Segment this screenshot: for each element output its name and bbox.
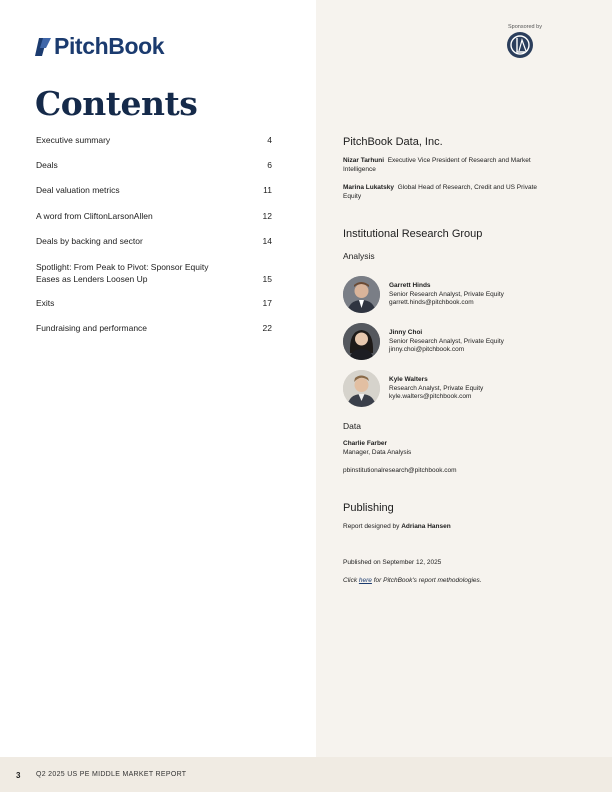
leader-entry bbox=[343, 184, 538, 201]
toc-item-label: Executive summary bbox=[36, 135, 111, 145]
cla-logo-icon bbox=[507, 32, 533, 58]
toc-item-label: A word from CliftonLarsonAllen bbox=[36, 211, 153, 221]
toc-item-page: 22 bbox=[262, 323, 272, 333]
toc-item-page: 6 bbox=[267, 160, 272, 170]
data-person bbox=[343, 440, 543, 457]
pitchbook-logo-icon bbox=[33, 36, 51, 58]
analyst-title: Senior Research Analyst, Private Equity bbox=[389, 290, 504, 298]
leader-name: Marina Lukatsky bbox=[343, 184, 394, 191]
analyst-entry bbox=[389, 376, 483, 402]
data-email[interactable]: pbinstitutionalresearch@pitchbook.com bbox=[343, 467, 457, 474]
analyst-email[interactable]: garrett.hinds@pitchbook.com bbox=[389, 299, 474, 306]
avatar-photo-icon bbox=[343, 370, 380, 407]
data-person-title: Manager, Data Analysis bbox=[343, 448, 412, 456]
toc-item-page: 11 bbox=[263, 185, 272, 195]
toc-item[interactable] bbox=[36, 235, 272, 247]
toc-item-page: 14 bbox=[262, 236, 272, 246]
toc-item[interactable] bbox=[36, 297, 272, 309]
toc-item[interactable] bbox=[36, 210, 272, 222]
data-person-name: Charlie Farber bbox=[343, 440, 388, 447]
analyst-name: Jinny Choi bbox=[389, 329, 423, 336]
analyst-name: Garrett Hinds bbox=[389, 282, 431, 289]
analyst-entry bbox=[389, 329, 504, 355]
logo-text: PitchBook bbox=[54, 33, 165, 59]
company-name: PitchBook Data, Inc. bbox=[343, 136, 443, 148]
methodology-note bbox=[343, 577, 543, 586]
toc-item-page: 12 bbox=[262, 211, 272, 221]
toc-item-label: Deal valuation metrics bbox=[36, 185, 120, 195]
leader-title: Executive Vice President of Research and Market Intelligence bbox=[343, 157, 531, 173]
analyst-name: Kyle Walters bbox=[389, 376, 428, 383]
avatar bbox=[343, 276, 380, 313]
sponsor-logo-icon bbox=[507, 32, 533, 58]
group-title: Institutional Research Group bbox=[343, 228, 483, 240]
designed-by bbox=[343, 523, 543, 532]
toc-item[interactable] bbox=[36, 159, 272, 171]
analyst-email[interactable]: jinny.choi@pitchbook.com bbox=[389, 346, 465, 353]
avatar bbox=[343, 370, 380, 407]
sponsor-label: Sponsored by bbox=[508, 24, 542, 30]
toc-item[interactable] bbox=[36, 322, 272, 334]
leader-title: Global Head of Research, Credit and US Private Equity bbox=[343, 184, 538, 200]
toc-item[interactable] bbox=[36, 184, 272, 196]
toc-item[interactable] bbox=[36, 134, 272, 146]
publishing-heading: Publishing bbox=[343, 502, 394, 514]
toc-item-label: Deals by backing and sector bbox=[36, 236, 143, 246]
analyst-title: Senior Research Analyst, Private Equity bbox=[389, 337, 504, 345]
toc-item[interactable] bbox=[36, 261, 272, 285]
designer-name: Adriana Hansen bbox=[401, 523, 451, 530]
analysis-heading: Analysis bbox=[343, 251, 375, 261]
avatar-photo-icon bbox=[343, 276, 380, 313]
toc-item-page: 4 bbox=[267, 135, 272, 145]
toc-item-label: Spotlight: From Peak to Pivot: Sponsor Equity Eases as Lenders Loosen Up bbox=[36, 262, 209, 284]
published-date: Published on September 12, 2025 bbox=[343, 559, 442, 566]
toc-item-page: 15 bbox=[262, 274, 272, 284]
footer bbox=[0, 757, 612, 792]
leader-name: Nizar Tarhuni bbox=[343, 157, 385, 164]
toc-item-label: Exits bbox=[36, 298, 55, 308]
leader-entry bbox=[343, 157, 538, 174]
analyst-entry bbox=[389, 282, 504, 308]
data-heading: Data bbox=[343, 421, 361, 431]
toc-item-label: Fundraising and performance bbox=[36, 323, 148, 333]
analyst-email[interactable]: kyle.walters@pitchbook.com bbox=[389, 393, 472, 400]
methodology-link[interactable]: here bbox=[358, 577, 372, 584]
method-prefix: Click bbox=[343, 577, 358, 584]
avatar-photo-icon bbox=[343, 323, 380, 360]
toc-item-label: Deals bbox=[36, 160, 58, 170]
pitchbook-logo[interactable] bbox=[33, 33, 164, 60]
page-number: 3 bbox=[16, 771, 21, 780]
designed-prefix: Report designed by bbox=[343, 523, 400, 530]
method-suffix: for PitchBook's report methodologies. bbox=[373, 577, 482, 584]
page-title: Contents bbox=[35, 84, 198, 123]
report-title: Q2 2025 US PE MIDDLE MARKET REPORT bbox=[36, 771, 187, 778]
toc-item-page: 17 bbox=[262, 298, 272, 308]
analyst-title: Research Analyst, Private Equity bbox=[389, 384, 484, 392]
avatar bbox=[343, 323, 380, 360]
